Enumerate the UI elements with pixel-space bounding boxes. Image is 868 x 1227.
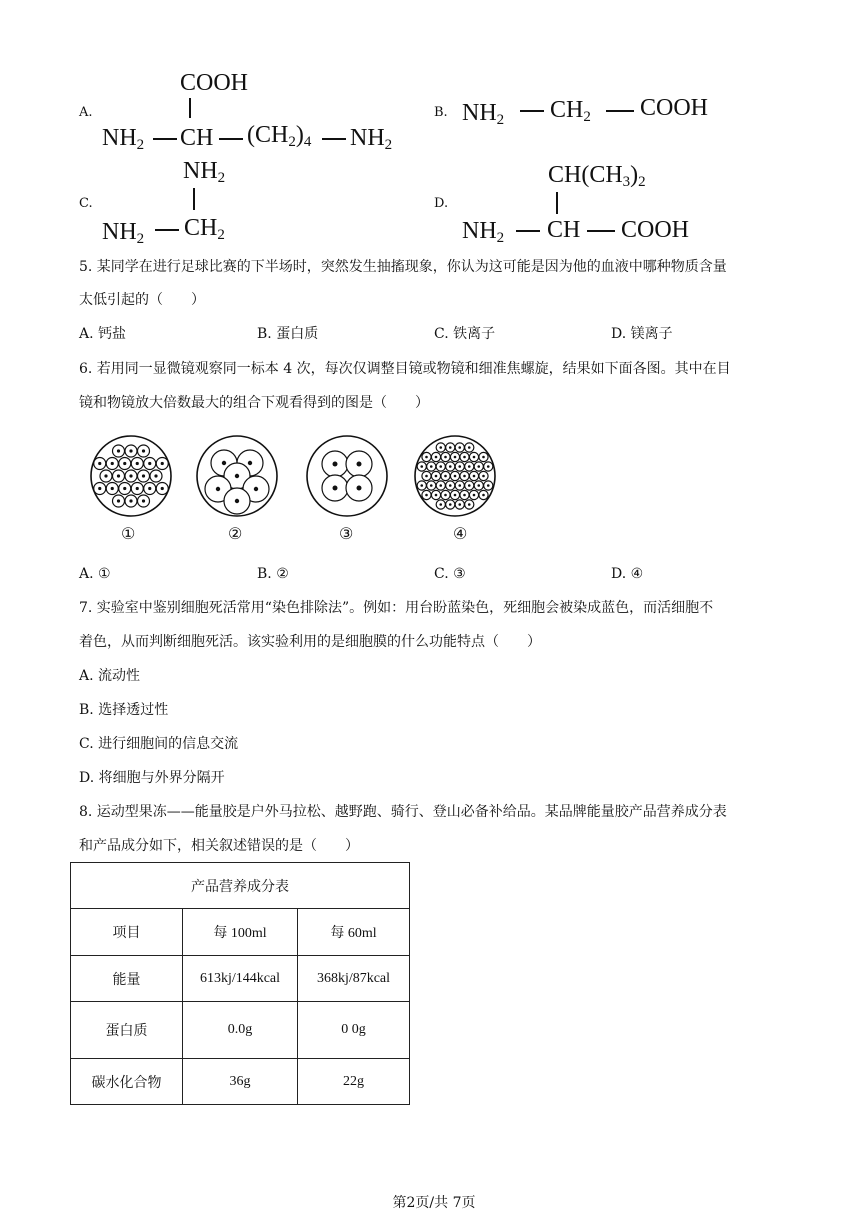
option-b-right-group: COOH xyxy=(640,95,709,121)
table-title: 产品营养成分表 xyxy=(71,863,410,909)
option-a-bond-3 xyxy=(322,138,346,140)
option-a-cooh: COOH xyxy=(180,70,249,96)
cell-nucleus xyxy=(487,465,490,468)
cell-nucleus xyxy=(235,499,239,503)
option-a-vertical-bond xyxy=(189,98,191,118)
row-protein-100ml: 0.0g xyxy=(183,1002,298,1059)
cell-nucleus xyxy=(444,456,447,459)
cell-nucleus xyxy=(444,494,447,497)
option-c-label: C. xyxy=(79,196,93,211)
cell-nucleus xyxy=(136,487,139,490)
q6-stem-line-1: 6. 若用同一显微镜观察同一标本 4 次，每次仅调整目镜或物镜和细准焦螺旋，结果如下面各图。其中在目 xyxy=(79,361,731,377)
cell-nucleus xyxy=(123,462,126,465)
figure-label-2: ② xyxy=(228,524,243,543)
q5-option-c[interactable]: C. 铁离子 xyxy=(434,326,496,342)
q5-stem-line-1: 5. 某同学在进行足球比赛的下半场时，突然发生抽搐现象，你认为这可能是因为他的血液中哪种物质含量 xyxy=(79,259,727,275)
cell-nucleus xyxy=(463,456,466,459)
row-carb-60ml: 22g xyxy=(298,1059,410,1105)
q5-option-b[interactable]: B. 蛋白质 xyxy=(257,326,319,342)
option-a-right-group: $NH_2$ xyxy=(350,125,393,153)
cell-nucleus xyxy=(468,484,471,487)
cell-nucleus xyxy=(254,487,258,491)
cell-nucleus xyxy=(425,475,428,478)
q6-stem-line-2: 镜和物镜放大倍数最大的组合下观看得到的图是（ ） xyxy=(79,395,429,411)
option-c-bond xyxy=(155,229,179,231)
row-carb-100ml: 36g xyxy=(183,1059,298,1105)
header-per-60ml: 每 60ml xyxy=(298,909,410,956)
cell-nucleus xyxy=(463,475,466,478)
cell-nucleus xyxy=(458,484,461,487)
option-a-label: A. xyxy=(79,105,93,120)
table-row xyxy=(71,1002,410,1059)
cell-nucleus xyxy=(435,494,438,497)
cell-nucleus xyxy=(473,475,476,478)
row-carb-label: 碳水化合物 xyxy=(71,1059,183,1105)
cell-nucleus xyxy=(482,475,485,478)
option-c-center: $CH_2$ xyxy=(184,215,225,243)
cell-nucleus xyxy=(98,462,101,465)
cell-nucleus xyxy=(458,446,461,449)
cell-nucleus xyxy=(458,465,461,468)
cell-nucleus xyxy=(129,474,132,477)
q7-stem-line-1: 7. 实验室中鉴别细胞死活常用“染色排除法”。例如：用台盼蓝染色，死细胞会被染成蓝色，而活细胞不 xyxy=(79,600,714,616)
cell-nucleus xyxy=(468,465,471,468)
figure-label-4: ④ xyxy=(453,524,468,543)
row-protein-label: 蛋白质 xyxy=(71,1002,183,1059)
option-a-center: CH xyxy=(180,125,214,151)
cell-nucleus xyxy=(98,487,101,490)
cell-nucleus xyxy=(148,487,151,490)
cell-nucleus xyxy=(439,465,442,468)
option-b-bond-2 xyxy=(606,110,634,112)
nutrition-table xyxy=(70,862,410,1105)
cell-nucleus xyxy=(454,456,457,459)
option-c-vertical-bond xyxy=(193,188,195,210)
option-a-left-group: $NH_2$ xyxy=(102,125,145,153)
cell-nucleus xyxy=(111,487,114,490)
option-d-vertical-bond xyxy=(556,192,558,214)
option-c-top-group: $NH_2$ xyxy=(183,158,226,186)
q8-stem-line-2: 和产品成分如下，相关叙述错误的是（ ） xyxy=(79,838,359,854)
row-energy-label: 能量 xyxy=(71,956,183,1002)
microscope-view-1 xyxy=(88,433,174,519)
cell-nucleus xyxy=(154,474,157,477)
cell-nucleus xyxy=(129,499,132,502)
option-c-left-group: $NH_2$ xyxy=(102,219,145,247)
option-d-center: CH xyxy=(547,217,581,243)
cell-nucleus xyxy=(430,484,433,487)
cell-nucleus xyxy=(104,474,107,477)
cell-nucleus xyxy=(482,456,485,459)
cell-nucleus xyxy=(473,456,476,459)
cell-nucleus xyxy=(449,484,452,487)
cell-nucleus xyxy=(148,462,151,465)
q7-option-c[interactable]: C. 进行细胞间的信息交流 xyxy=(79,736,239,752)
cell-nucleus xyxy=(435,456,438,459)
cell-nucleus xyxy=(425,456,428,459)
q5-option-a[interactable]: A. 钙盐 xyxy=(79,326,127,342)
microscope-view-3 xyxy=(304,433,390,519)
cell-nucleus xyxy=(357,462,362,467)
cell-nucleus xyxy=(449,465,452,468)
cell-nucleus xyxy=(454,494,457,497)
cell-nucleus xyxy=(333,462,338,467)
cell-nucleus xyxy=(454,475,457,478)
cell-nucleus xyxy=(222,461,226,465)
cell-nucleus xyxy=(439,503,442,506)
option-a-bond-2 xyxy=(219,138,243,140)
q5-option-d[interactable]: D. 镁离子 xyxy=(611,326,673,342)
cell-nucleus xyxy=(468,446,471,449)
header-item: 项目 xyxy=(71,909,183,956)
q7-option-a[interactable]: A. 流动性 xyxy=(79,668,141,684)
cell-nucleus xyxy=(117,449,120,452)
microscope-view-2 xyxy=(194,433,280,519)
cell-nucleus xyxy=(439,446,442,449)
option-b-label: B. xyxy=(434,105,448,120)
option-d-bond-2 xyxy=(587,230,615,232)
page-footer: 第2页/共 7页 xyxy=(392,1195,476,1211)
row-protein-60ml: 0 0g xyxy=(298,1002,410,1059)
figure-label-1: ① xyxy=(121,524,136,543)
q6-option-b[interactable]: B. ② xyxy=(257,566,289,582)
figure-label-3: ③ xyxy=(339,524,354,543)
microscope-view-4 xyxy=(412,433,498,519)
cell-nucleus xyxy=(435,475,438,478)
option-a-chain: $(CH_2)_4$ xyxy=(247,122,312,150)
cell-nucleus xyxy=(248,461,252,465)
cell-nucleus xyxy=(333,486,338,491)
cell-nucleus xyxy=(449,446,452,449)
cell-nucleus xyxy=(468,503,471,506)
cell-nucleus xyxy=(477,465,480,468)
cell-nucleus xyxy=(216,487,220,491)
cell-nucleus xyxy=(425,494,428,497)
cell-nucleus xyxy=(161,487,164,490)
cell-nucleus xyxy=(142,474,145,477)
cell-nucleus xyxy=(161,462,164,465)
cell-nucleus xyxy=(117,499,120,502)
cell-nucleus xyxy=(117,474,120,477)
option-d-right-group: COOH xyxy=(621,217,690,243)
option-d-label: D. xyxy=(434,196,449,211)
cell-nucleus xyxy=(357,486,362,491)
option-d-left-group: $NH_2$ xyxy=(462,218,505,246)
q6-option-c[interactable]: C. ③ xyxy=(434,566,466,582)
cell-nucleus xyxy=(430,465,433,468)
option-d-top-group: $CH(CH_3)_2$ xyxy=(548,162,646,190)
q8-stem-line-1: 8. 运动型果冻——能量胶是户外马拉松、越野跑、骑行、登山必备补给品。某品牌能量胶产品营养成分表 xyxy=(79,804,727,820)
table-row xyxy=(71,1059,410,1105)
cell-nucleus xyxy=(142,499,145,502)
cell-nucleus xyxy=(444,475,447,478)
cell-nucleus xyxy=(111,462,114,465)
table-row xyxy=(71,956,410,1002)
cell-nucleus xyxy=(449,503,452,506)
option-b-left-group: $NH_2$ xyxy=(462,100,505,128)
cell-nucleus xyxy=(420,465,423,468)
q7-option-b[interactable]: B. 选择透过性 xyxy=(79,702,169,718)
header-per-100ml: 每 100ml xyxy=(183,909,298,956)
q7-stem-line-2: 着色，从而判断细胞死活。该实验利用的是细胞膜的什么功能特点（ ） xyxy=(79,634,541,650)
option-b-center: $CH_2$ xyxy=(550,97,591,125)
cell-nucleus xyxy=(420,484,423,487)
q5-stem-line-2: 太低引起的（ ） xyxy=(79,292,205,308)
q7-option-d[interactable]: D. 将细胞与外界分隔开 xyxy=(79,770,225,786)
q6-option-d[interactable]: D. ④ xyxy=(611,566,644,582)
option-d-bond-1 xyxy=(516,230,540,232)
row-energy-60ml: 368kj/87kcal xyxy=(298,956,410,1002)
cell-nucleus xyxy=(473,494,476,497)
option-b-bond-1 xyxy=(520,110,544,112)
cell-nucleus xyxy=(129,449,132,452)
q6-option-a[interactable]: A. ① xyxy=(79,566,111,582)
cell-nucleus xyxy=(136,462,139,465)
cell-nucleus xyxy=(487,484,490,487)
option-a-bond-1 xyxy=(153,138,177,140)
cell-nucleus xyxy=(142,449,145,452)
cell-nucleus xyxy=(482,494,485,497)
cell-nucleus xyxy=(477,484,480,487)
cell-nucleus xyxy=(439,484,442,487)
row-energy-100ml: 613kj/144kcal xyxy=(183,956,298,1002)
table-header-row xyxy=(71,909,410,956)
cell-nucleus xyxy=(235,474,239,478)
cell-nucleus xyxy=(123,487,126,490)
cell-nucleus xyxy=(463,494,466,497)
cell-nucleus xyxy=(458,503,461,506)
